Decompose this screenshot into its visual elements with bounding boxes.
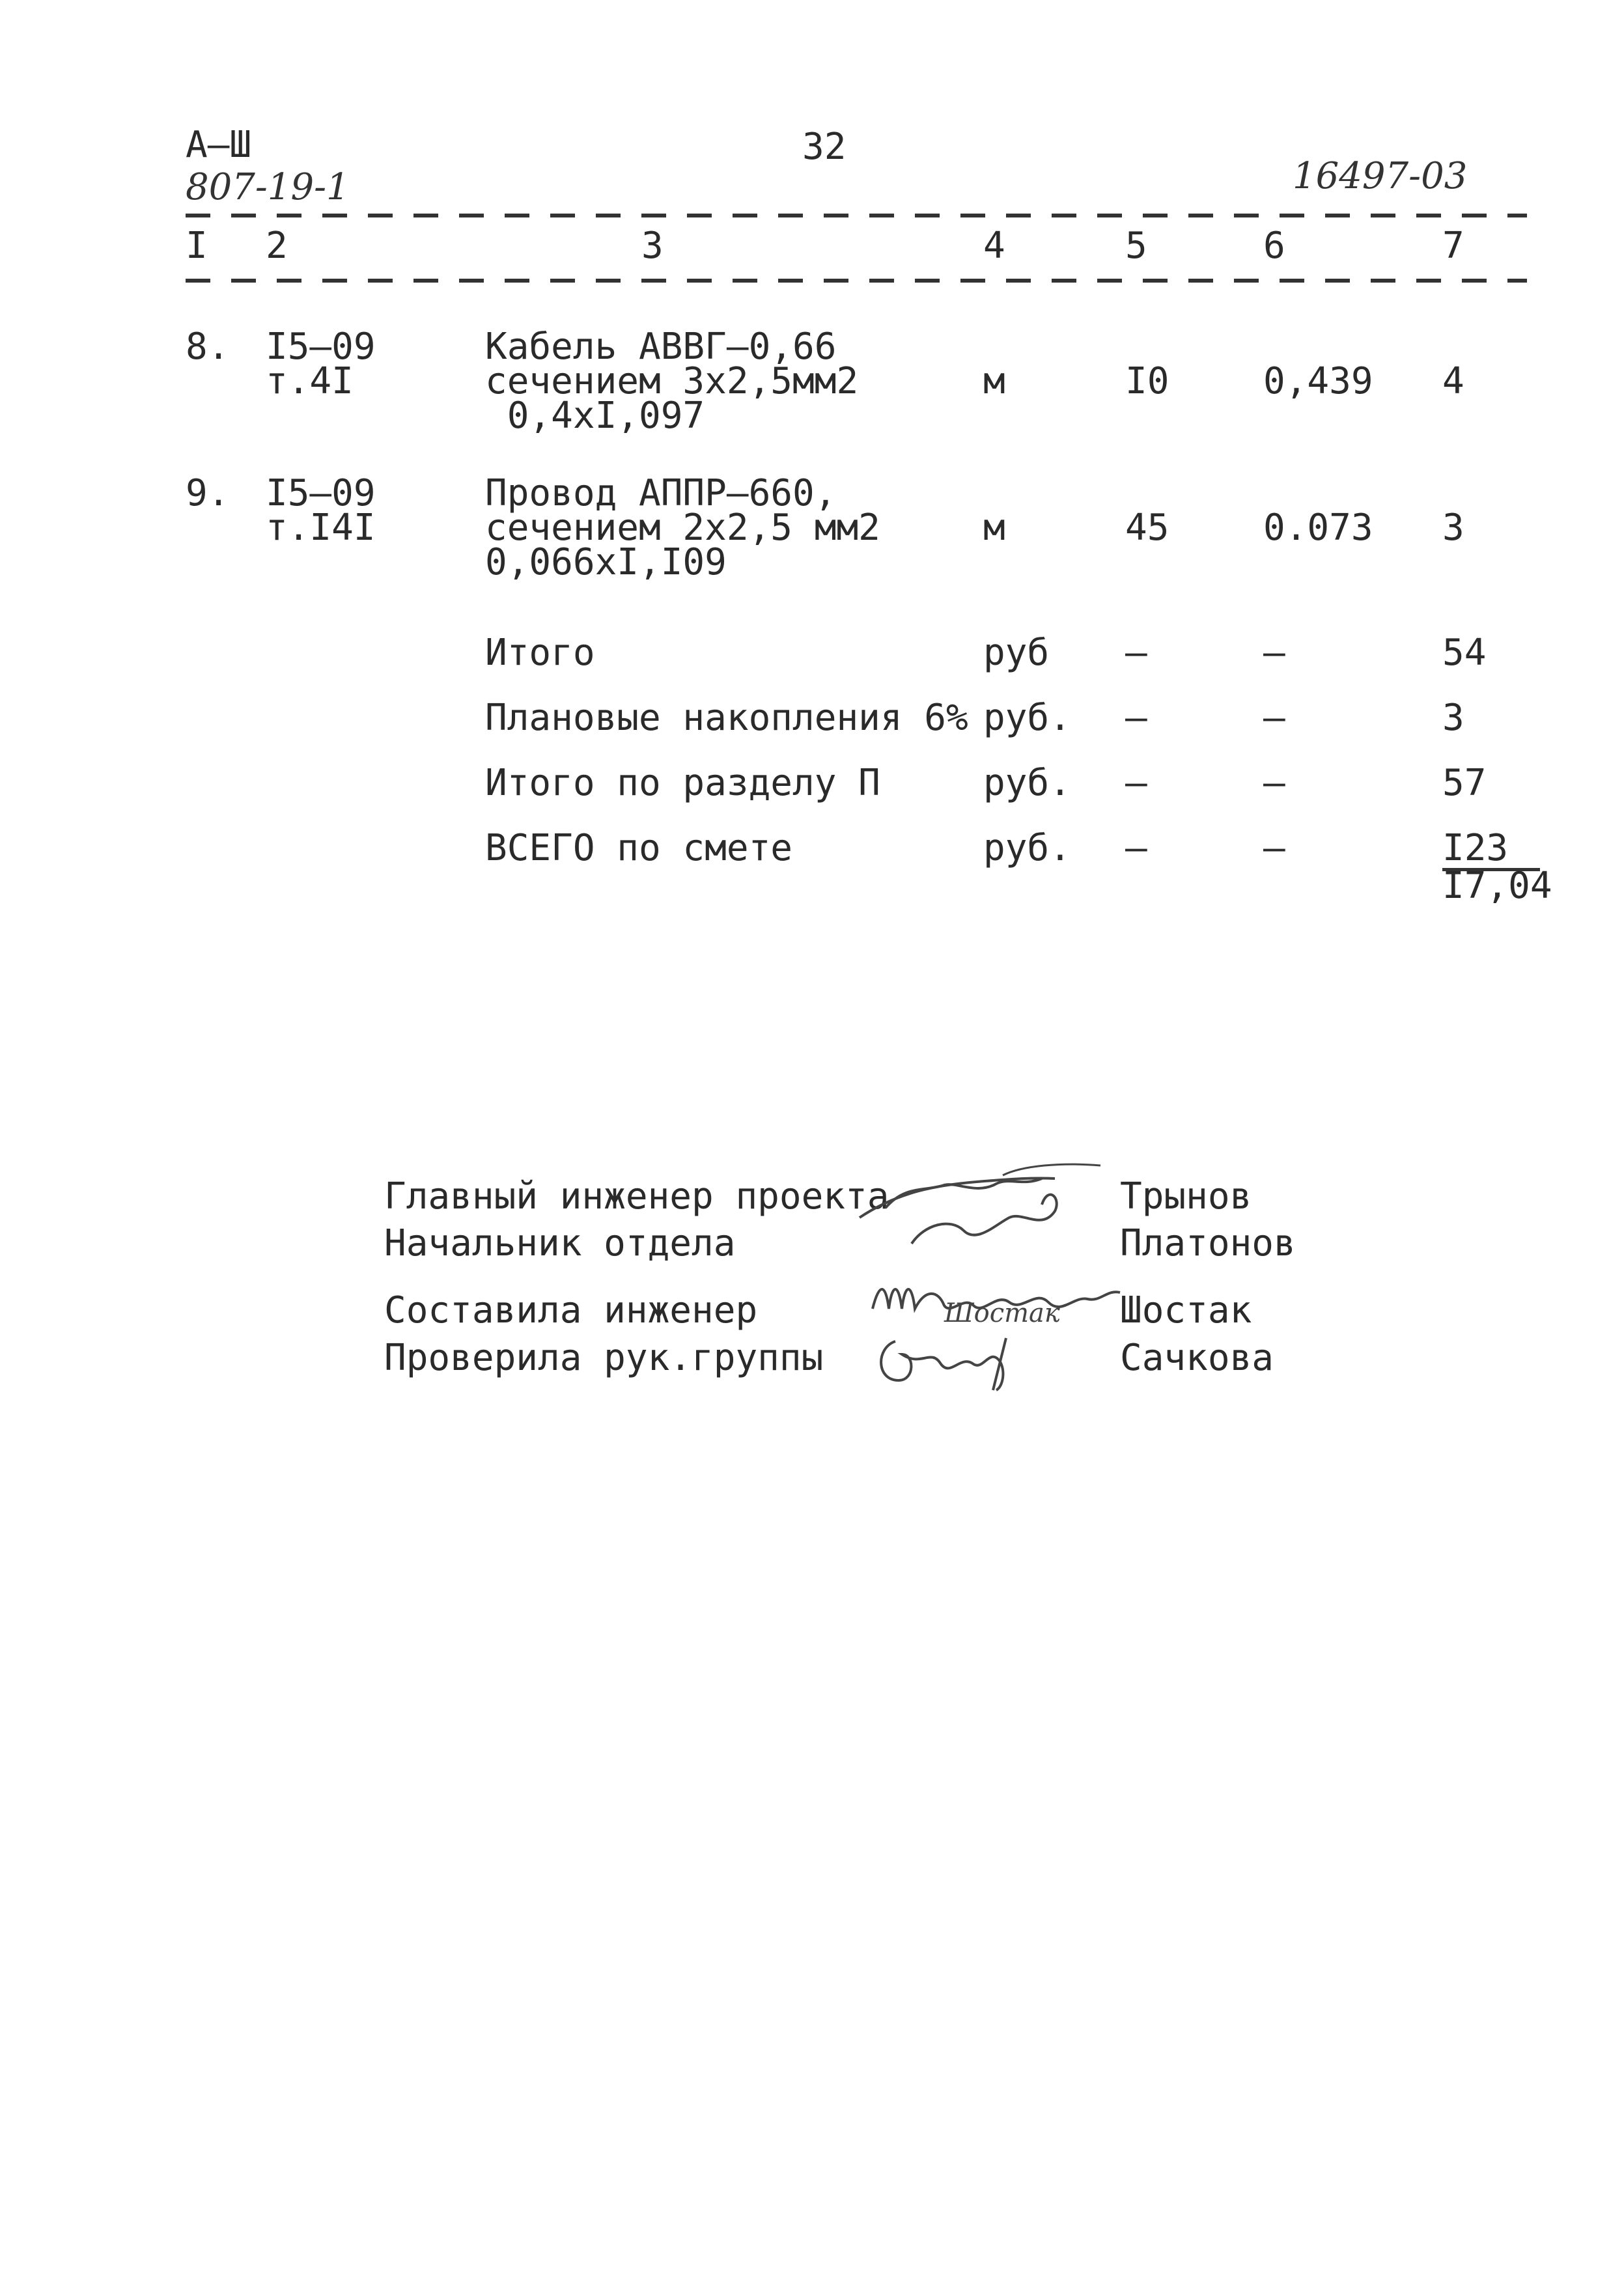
row-ref-line1: I5—09 — [266, 326, 376, 368]
totals-total-top: I23 — [1442, 830, 1540, 871]
signature-role: Составила инженер — [384, 1289, 758, 1332]
signature-name: Платонов — [1120, 1222, 1296, 1264]
column-header-6: 6 — [1263, 225, 1285, 267]
row-ref-line2: т.4I — [266, 360, 354, 402]
row-number: 8. — [186, 326, 230, 368]
column-header-7: 7 — [1442, 225, 1464, 267]
header-top-rule — [186, 214, 1527, 217]
document-code: А—Ш — [186, 124, 252, 166]
totals-unit: руб — [983, 632, 1050, 674]
row-price: 0.073 — [1263, 507, 1373, 549]
column-header-3: 3 — [641, 225, 664, 267]
signature-scribble-chief — [847, 1146, 1120, 1250]
row-unit: м — [983, 507, 1005, 549]
row-qty: 45 — [1125, 507, 1169, 549]
totals-total: 57 — [1442, 762, 1487, 804]
totals-total: 54 — [1442, 632, 1487, 674]
signature-role: Главный инженер проекта — [384, 1175, 889, 1218]
row-qty: I0 — [1125, 360, 1169, 402]
row-number: 9. — [186, 472, 230, 514]
totals-price: — — [1263, 632, 1285, 674]
totals-qty: — — [1125, 827, 1147, 869]
totals-unit: руб. — [983, 762, 1071, 804]
row-unit: м — [983, 360, 1005, 402]
totals-unit: руб. — [983, 697, 1071, 739]
signature-name: Трынов — [1120, 1175, 1252, 1218]
row-total: 4 — [1442, 360, 1464, 402]
totals-unit: руб. — [983, 827, 1071, 869]
totals-price: — — [1263, 762, 1285, 804]
column-header-4: 4 — [983, 225, 1005, 267]
header-bottom-rule — [186, 279, 1527, 283]
row-desc-line1: Провод АППР—660, — [485, 472, 837, 514]
totals-qty: — — [1125, 697, 1147, 739]
signature-role: Начальник отдела — [384, 1222, 736, 1264]
handwritten-doc-number: 16497-03 — [1293, 155, 1468, 197]
totals-total: 3 — [1442, 697, 1464, 739]
row-ref-line1: I5—09 — [266, 472, 376, 514]
row-desc-line3: 0,066хI,I09 — [485, 541, 727, 583]
totals-price: — — [1263, 697, 1285, 739]
column-header-1: I — [186, 225, 208, 267]
signature-scribble-shostak — [866, 1270, 1127, 1328]
row-desc-line2: сечением 3х2,5мм2 — [485, 360, 859, 402]
row-desc-line3: 0,4хI,097 — [485, 395, 705, 437]
row-ref-line2: т.I4I — [266, 507, 376, 549]
row-price: 0,439 — [1263, 360, 1373, 402]
row-total: 3 — [1442, 507, 1464, 549]
page-number: 32 — [802, 126, 847, 168]
totals-price: — — [1263, 827, 1285, 869]
totals-label: Итого — [485, 632, 595, 674]
signature-role: Проверила рук.группы — [384, 1337, 824, 1379]
totals-total-bottom: I7,04 — [1442, 865, 1552, 907]
row-desc-line1: Кабель АВВГ—0,66 — [485, 326, 837, 368]
row-desc-line2: сечением 2х2,5 мм2 — [485, 507, 880, 549]
signature-scrawl-text: Шостак — [944, 1298, 1060, 1328]
handwritten-series-code: 807-19-1 — [186, 166, 350, 208]
totals-qty: — — [1125, 632, 1147, 674]
totals-qty: — — [1125, 762, 1147, 804]
column-header-5: 5 — [1125, 225, 1147, 267]
totals-label: Итого по разделу П — [485, 762, 880, 804]
signature-name: Сачкова — [1120, 1337, 1274, 1379]
totals-label: Плановые накопления 6% — [485, 697, 968, 739]
column-header-2: 2 — [266, 225, 288, 267]
signature-name: Шостак — [1120, 1289, 1252, 1332]
signature-scribble-sachkova — [869, 1328, 1039, 1393]
totals-label: ВСЕГО по смете — [485, 827, 793, 869]
